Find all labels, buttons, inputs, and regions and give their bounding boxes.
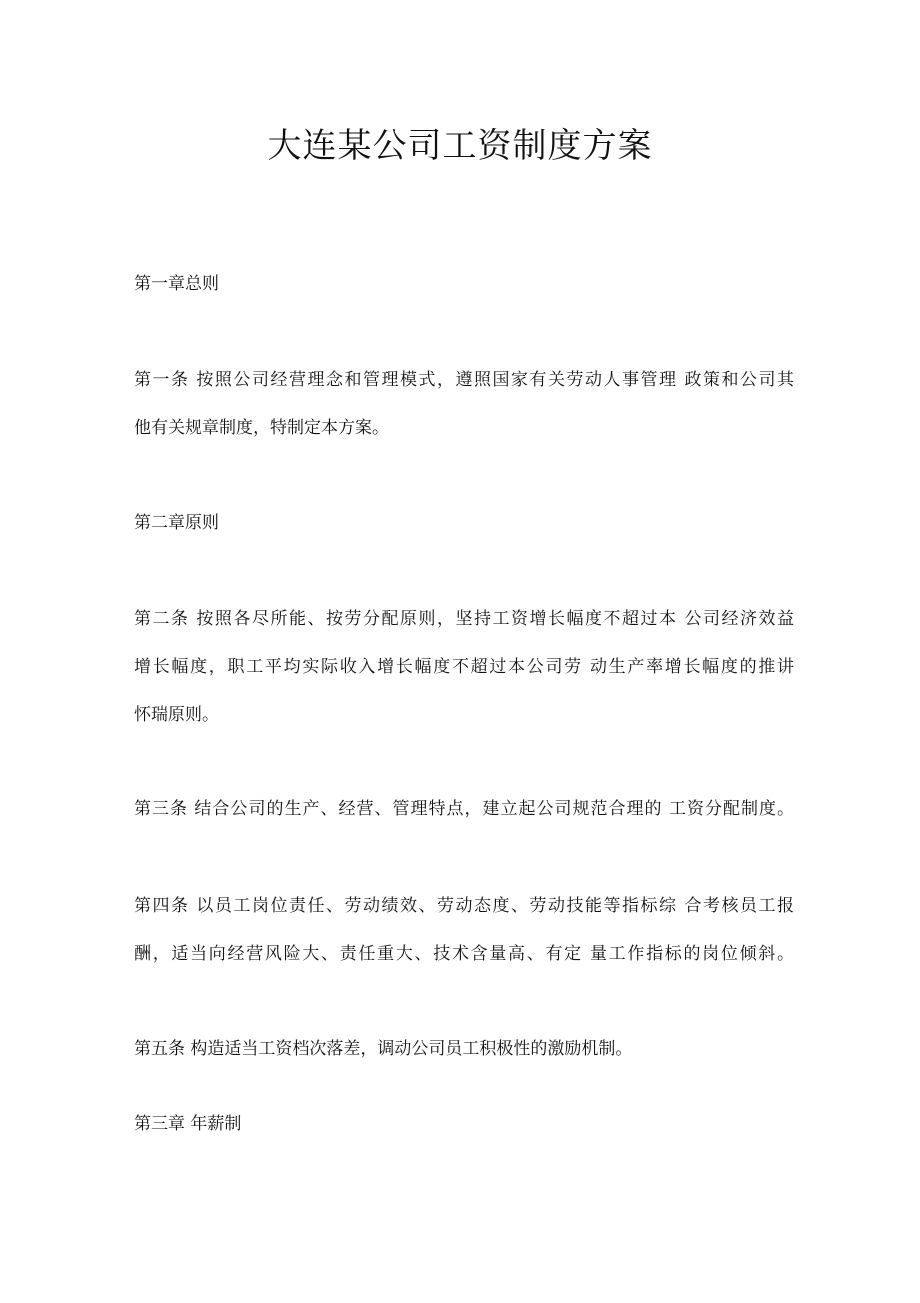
article-4-line-2: 酬，适当向经营风险大、责任重大、技术含量高、有定 量工作指标的岗位倾斜。 [134,944,794,964]
chapter-3-heading: 第三章 年薪制 [134,1114,242,1134]
article-1-line-2: 他有关规章制度，特制定本方案。 [134,418,389,438]
article-1-line-1: 第一条 按照公司经营理念和管理模式，遵照国家有关劳动人事管理 政策和公司其 [134,370,794,390]
article-5-line-1: 第五条 构造适当工资档次落差，调动公司员工积极性的激励机制。 [134,1039,633,1059]
article-3-line-1: 第三条 结合公司的生产、经营、管理特点，建立起公司规范合理的 工资分配制度。 [134,799,794,819]
chapter-1-heading: 第一章总则 [134,274,219,294]
document-title: 大连某公司工资制度方案 [267,126,653,166]
article-2-line-1: 第二条 按照各尽所能、按劳分配原则，坚持工资增长幅度不超过本 公司经济效益 [134,609,794,629]
article-2-line-3: 怀瑞原则。 [134,705,219,725]
chapter-2-heading: 第二章原则 [134,513,219,533]
article-4-line-1: 第四条 以员工岗位责任、劳动绩效、劳动态度、劳动技能等指标综 合考核员工报 [134,896,794,916]
article-2-line-2: 增长幅度，职工平均实际收入增长幅度不超过本公司劳 动生产率增长幅度的推讲 [134,657,794,677]
